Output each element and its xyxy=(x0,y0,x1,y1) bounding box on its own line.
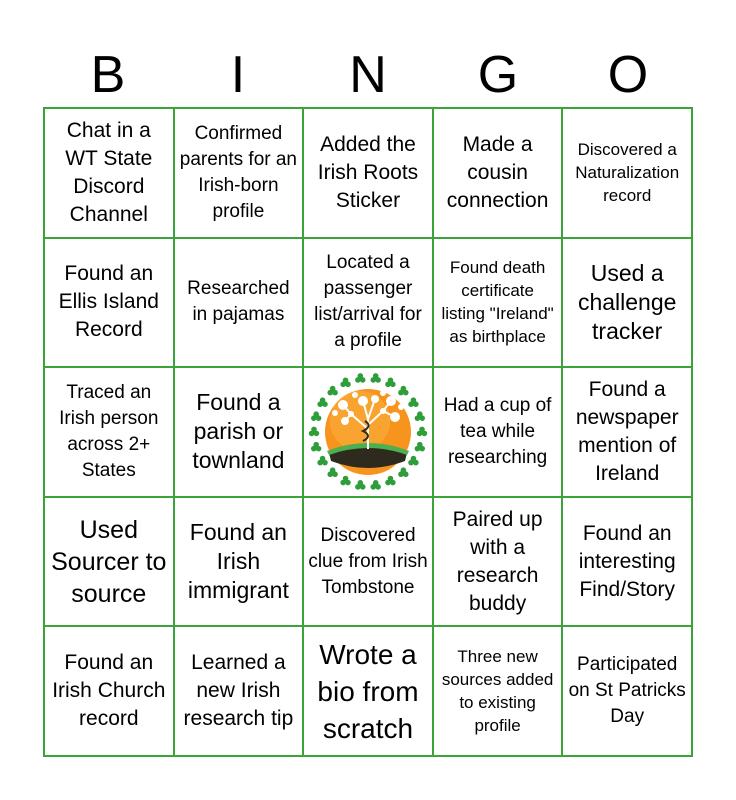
bingo-cell[interactable] xyxy=(562,108,692,238)
shamrock-icon xyxy=(317,456,327,466)
bingo-cell[interactable] xyxy=(433,497,563,627)
cell-text: Found an Irish immigrant xyxy=(187,519,289,604)
shamrock-icon xyxy=(415,411,425,421)
bingo-cell[interactable] xyxy=(562,367,692,497)
cell-text: Traced an Irish person across 2+ States xyxy=(59,381,159,481)
bingo-cell[interactable] xyxy=(44,497,174,627)
cell-text: Participated on St Patricks Day xyxy=(568,654,686,728)
bingo-cell[interactable] xyxy=(303,497,433,627)
shamrock-icon xyxy=(355,480,365,490)
cell-text: Found an Irish Church record xyxy=(52,651,166,731)
header-letter-n: N xyxy=(349,46,387,104)
bingo-cell[interactable] xyxy=(44,626,174,756)
shamrock-icon xyxy=(355,373,365,383)
cell-text: Used Sourcer to source xyxy=(51,515,167,608)
cell-text: Learned a new Irish research tip xyxy=(183,651,294,731)
bingo-cell[interactable] xyxy=(433,238,563,368)
bingo-cell[interactable] xyxy=(303,238,433,368)
shamrock-icon xyxy=(327,386,337,396)
cell-text: Found death certificate listing "Ireland" as birthplace xyxy=(441,258,554,347)
cell-text: Wrote a bio from scratch xyxy=(317,638,419,744)
cell-text: Researched in pajamas xyxy=(187,278,290,326)
cell-text: Made a cousin connection xyxy=(446,132,549,212)
cell-text: Confirmed parents for an Irish-born profile xyxy=(179,122,298,222)
bingo-cell[interactable] xyxy=(174,497,304,627)
bingo-cell[interactable] xyxy=(44,238,174,368)
bingo-cell[interactable] xyxy=(303,626,433,756)
cell-text: Added the Irish Roots Sticker xyxy=(317,132,419,212)
shamrock-icon xyxy=(311,442,321,452)
header-letter-o: O xyxy=(607,46,649,104)
bingo-cell[interactable] xyxy=(433,626,563,756)
bingo-cell[interactable] xyxy=(174,238,304,368)
cell-text: Discovered a Naturalization record xyxy=(575,140,680,206)
header-letter-i: I xyxy=(230,46,246,104)
free-space-cell[interactable] xyxy=(303,367,433,497)
cell-text: Found an Ellis Island Record xyxy=(58,262,159,342)
cell-text: Chat in a WT State Discord Channel xyxy=(65,118,153,226)
bingo-board xyxy=(43,107,693,757)
shamrock-icon xyxy=(370,480,380,490)
shamrock-icon xyxy=(385,377,395,387)
shamrock-icon xyxy=(408,397,418,407)
cell-text: Found a newspaper mention of Ireland xyxy=(575,377,679,485)
shamrock-icon xyxy=(370,373,380,383)
cell-text: Paired up with a research buddy xyxy=(452,507,543,615)
bingo-cell[interactable] xyxy=(174,626,304,756)
cell-text: Used a challenge tracker xyxy=(577,259,677,344)
bingo-cell[interactable] xyxy=(562,238,692,368)
header-letter-b: B xyxy=(90,46,126,104)
shamrock-icon xyxy=(417,427,427,437)
bingo-cell[interactable] xyxy=(44,108,174,238)
shamrock-icon xyxy=(311,411,321,421)
shamrock-icon xyxy=(317,397,327,407)
shamrock-icon xyxy=(385,476,395,486)
bingo-cell[interactable] xyxy=(174,367,304,497)
cell-text: Discovered clue from Irish Tombstone xyxy=(308,524,428,598)
cell-text: Found an interesting Find/Story xyxy=(578,521,676,601)
bingo-cell[interactable] xyxy=(44,367,174,497)
shamrock-icon xyxy=(408,456,418,466)
shamrock-icon xyxy=(340,476,350,486)
shamrock-icon xyxy=(327,467,337,477)
cell-text: Three new sources added to existing profile xyxy=(441,647,554,736)
shamrock-icon xyxy=(340,377,350,387)
bingo-cell[interactable] xyxy=(174,108,304,238)
cell-text: Had a cup of tea while researching xyxy=(443,394,552,468)
cell-text: Located a passenger list/arrival for a profile xyxy=(314,252,422,352)
shamrock-icon xyxy=(309,427,319,437)
bingo-cell[interactable] xyxy=(562,497,692,627)
header-letter-g: G xyxy=(477,46,519,104)
shamrock-icon xyxy=(415,442,425,452)
shamrock-icon xyxy=(398,467,408,477)
cell-text: Found a parish or townland xyxy=(192,389,285,474)
shamrock-tree-logo-icon xyxy=(305,369,431,495)
bingo-cell[interactable] xyxy=(562,626,692,756)
bingo-cell[interactable] xyxy=(303,108,433,238)
bingo-header xyxy=(43,40,693,110)
bingo-cell[interactable] xyxy=(433,367,563,497)
bingo-cell[interactable] xyxy=(433,108,563,238)
shamrock-icon xyxy=(398,386,408,396)
